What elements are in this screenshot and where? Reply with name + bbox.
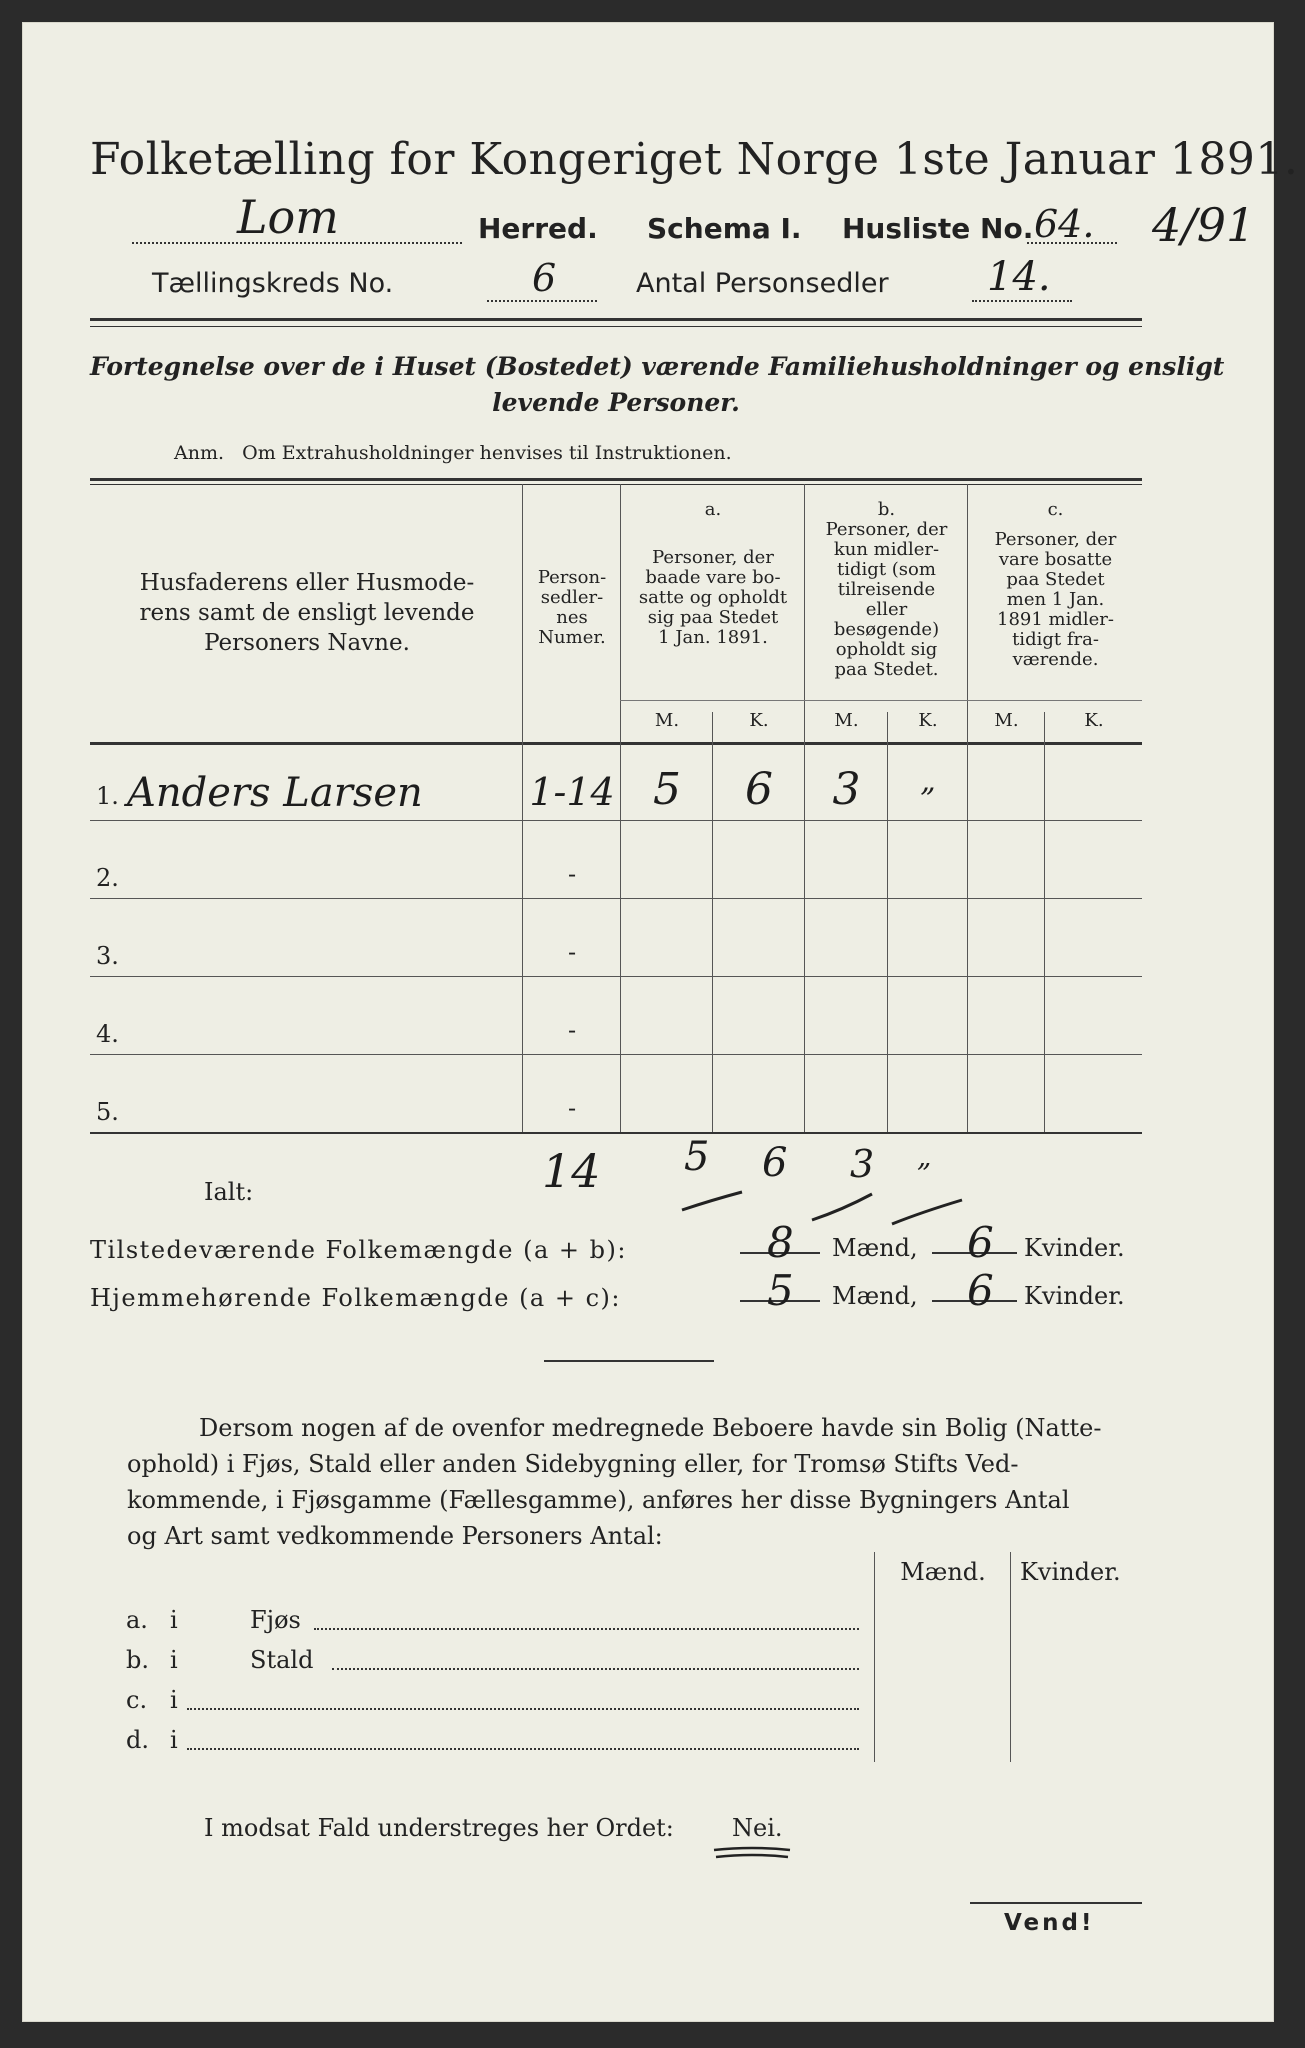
col-b-header-line: tilreisende <box>837 579 936 600</box>
building-row-label: Fjøs <box>250 1606 301 1634</box>
row-a-k: 6 <box>745 764 773 815</box>
col-c-header <box>969 530 1142 670</box>
col-divider-a-mk <box>712 712 713 1132</box>
mk-header-rule <box>620 700 1142 701</box>
row-4-rule <box>90 1054 1142 1055</box>
buildings-col-divider-2 <box>1010 1552 1011 1762</box>
intro-line-1: Fortegnelse over de i Huset (Bostedet) værende Familiehusholdninger og ensligt <box>90 352 1225 381</box>
building-row-i: i <box>170 1646 178 1674</box>
kreds-label: Tællingskreds No. <box>152 268 394 299</box>
col-a-header-line: Personer, der <box>652 547 774 568</box>
buildings-kvinder-header: Kvinder. <box>1020 1558 1121 1586</box>
husliste-value: 64. <box>1034 202 1095 246</box>
col-b-header-line: opholdt sig <box>835 639 938 660</box>
buildings-paragraph <box>127 1410 1142 1554</box>
table-top-rule-thin <box>90 484 1142 485</box>
row-number: 3. <box>96 942 119 970</box>
col-a-header-line: sig paa Stedet <box>647 607 779 628</box>
ialt-num: 14 <box>542 1144 601 1198</box>
row-number: 5. <box>96 1098 119 1126</box>
buildings-paragraph-line: ophold) i Fjøs, Stald eller anden Sidebygning eller, for Tromsø Stifts Ved- <box>127 1450 1019 1478</box>
building-row-dotted-line <box>187 1706 859 1710</box>
col-c-header-line: 1891 midler- <box>997 609 1114 630</box>
building-row-i: i <box>170 1686 178 1714</box>
tilstede-k-value: 6 <box>967 1218 994 1267</box>
col-b-header-line: eller <box>865 599 908 620</box>
tilstede-kvinder-label: Kvinder. <box>1024 1234 1125 1262</box>
side-note: 4/91 <box>1152 198 1256 252</box>
table-bottom-rule <box>90 1132 1142 1134</box>
row-person-number: - <box>567 938 577 966</box>
col-divider-c-mk <box>1044 712 1045 1132</box>
modsat-text: I modsat Fald understreges her Ordet: <box>204 1814 674 1842</box>
col-b-header-line: tidigt (som <box>837 559 936 580</box>
tilstede-m-value: 8 <box>767 1218 794 1267</box>
buildings-paragraph-line: Dersom nogen af de ovenfor medregnede Beboere havde sin Bolig (Natte- <box>199 1414 1102 1442</box>
hjemme-label: Hjemmehørende Folkemængde (a + c): <box>90 1284 621 1312</box>
col-divider-b-mk <box>887 712 888 1132</box>
row-person-number: - <box>567 1016 577 1044</box>
row-person-number: 1-14 <box>529 770 615 814</box>
nei-underline <box>712 1844 792 1864</box>
row-number: 4. <box>96 1020 119 1048</box>
intro-line-2: levende Personer. <box>492 388 740 417</box>
row-person-number: - <box>567 860 577 888</box>
col-b-header-line: Personer, der <box>825 519 948 540</box>
table-header-bottom-rule <box>90 742 1142 745</box>
nei-word: Nei. <box>732 1814 783 1842</box>
ialt-a-k: 6 <box>762 1140 788 1186</box>
col-divider-3 <box>804 484 805 1132</box>
row-name: Anders Larsen <box>127 770 423 816</box>
row-number: 2. <box>96 864 119 892</box>
building-row-letter: b. <box>126 1646 149 1674</box>
col-b-k-label: K. <box>918 710 938 731</box>
col-name-header-line: Husfaderens eller Husmode- <box>139 570 475 596</box>
col-c-header-line: paa Stedet <box>1006 569 1105 590</box>
col-num-header <box>524 568 620 648</box>
col-a-letter: a. <box>704 499 722 520</box>
building-row-letter: a. <box>126 1606 148 1634</box>
row-2-rule <box>90 898 1142 899</box>
table-top-rule <box>90 478 1142 481</box>
col-num-header-line: sedler- <box>540 587 604 608</box>
building-row-label: Stald <box>250 1646 314 1674</box>
row-1-rule <box>90 820 1142 821</box>
husliste-dotted-line <box>1027 240 1117 244</box>
col-c-k-label: K. <box>1084 710 1104 731</box>
antal-value: 14. <box>987 254 1051 300</box>
hjemme-m-value: 5 <box>767 1266 794 1315</box>
vend-rule <box>970 1902 1142 1904</box>
kreds-value: 6 <box>532 256 557 300</box>
col-name-header-line: rens samt de ensligt levende <box>139 600 475 626</box>
building-row-dotted-line <box>332 1666 859 1670</box>
census-form-sheet <box>22 22 1299 2022</box>
col-c-header-line: Personer, der <box>994 529 1117 550</box>
col-c-header-line: men 1 Jan. <box>1006 589 1105 610</box>
header-rule-bottom <box>90 326 1142 327</box>
building-row-i: i <box>170 1726 178 1754</box>
buildings-paragraph-line: kommende, i Fjøsgamme (Fællesgamme), anføres her disse Bygningers Antal <box>127 1486 1070 1514</box>
hjemme-maend-label: Mænd, <box>832 1282 918 1310</box>
col-name-header <box>102 568 512 658</box>
hjemme-kvinder-label: Kvinder. <box>1024 1282 1125 1310</box>
building-row-dotted-line <box>187 1746 859 1750</box>
col-b-header-line: kun midler- <box>833 539 940 560</box>
schema-label: Schema I. <box>647 212 802 245</box>
building-row-i: i <box>170 1606 178 1634</box>
row-a-m: 5 <box>653 764 681 815</box>
tilstede-label: Tilstedeværende Folkemængde (a + b): <box>90 1236 627 1264</box>
col-num-header-line: nes <box>556 607 588 628</box>
buildings-paragraph-line: og Art samt vedkommende Personers Antal: <box>127 1522 663 1550</box>
husliste-label: Husliste No. <box>842 212 1034 245</box>
herred-value: Lom <box>237 190 339 244</box>
col-b-header <box>806 520 967 680</box>
col-b-header-line: paa Stedet. <box>834 659 939 680</box>
col-c-header-line: værende. <box>1012 649 1099 670</box>
row-number: 1. <box>96 782 119 810</box>
building-row-letter: d. <box>126 1726 149 1754</box>
row-b-m: 3 <box>832 764 861 815</box>
anm-note: Anm. Om Extrahusholdninger henvises til Instruktionen. <box>174 442 732 464</box>
col-a-k-label: K. <box>749 710 769 731</box>
col-num-header-line: Person- <box>537 567 607 588</box>
row-3-rule <box>90 976 1142 977</box>
col-a-header-line: 1 Jan. 1891. <box>658 627 768 648</box>
col-a-m-label: M. <box>654 710 680 731</box>
col-divider-1 <box>522 484 523 1132</box>
buildings-maend-header: Mænd. <box>900 1558 986 1586</box>
building-row-letter: c. <box>126 1686 148 1714</box>
col-a-header-line: baade vare bo- <box>645 567 781 588</box>
col-b-header-line: besøgende) <box>833 619 940 640</box>
herred-label: Herred. <box>478 212 598 245</box>
col-c-letter: c. <box>1047 499 1064 520</box>
col-divider-2 <box>620 484 621 1132</box>
col-c-header-line: vare bosatte <box>998 549 1113 570</box>
vend-label: Vend! <box>1004 1910 1095 1936</box>
ialt-a-m: 5 <box>684 1134 710 1180</box>
col-c-header-line: tidigt fra- <box>1012 629 1099 650</box>
col-a-header-line: satte og opholdt <box>638 587 788 608</box>
antal-label: Antal Personsedler <box>636 268 889 299</box>
buildings-col-divider-1 <box>874 1552 875 1762</box>
tilstede-maend-label: Mænd, <box>832 1234 918 1262</box>
ialt-handwritten-strokes <box>672 1180 972 1240</box>
col-name-header-line: Personers Navne. <box>204 630 410 656</box>
col-b-letter: b. <box>877 499 896 520</box>
col-c-m-label: M. <box>994 710 1019 731</box>
building-row-dotted-line <box>314 1626 859 1630</box>
ialt-b-k: „ <box>917 1140 932 1173</box>
hjemme-k-value: 6 <box>967 1266 994 1315</box>
col-b-m-label: M. <box>834 710 859 731</box>
row-b-k: „ <box>920 764 936 799</box>
ialt-b-m: 3 <box>850 1142 875 1186</box>
row-person-number: - <box>567 1094 577 1122</box>
col-divider-4 <box>967 484 968 1132</box>
section-separator <box>544 1360 714 1362</box>
form-title: Folketælling for Kongeriget Norge 1ste Januar 1891. <box>90 134 1299 185</box>
col-a-header <box>622 548 804 648</box>
header-rule-top <box>90 318 1142 321</box>
ialt-label: Ialt: <box>204 1178 254 1206</box>
col-num-header-line: Numer. <box>538 627 606 648</box>
